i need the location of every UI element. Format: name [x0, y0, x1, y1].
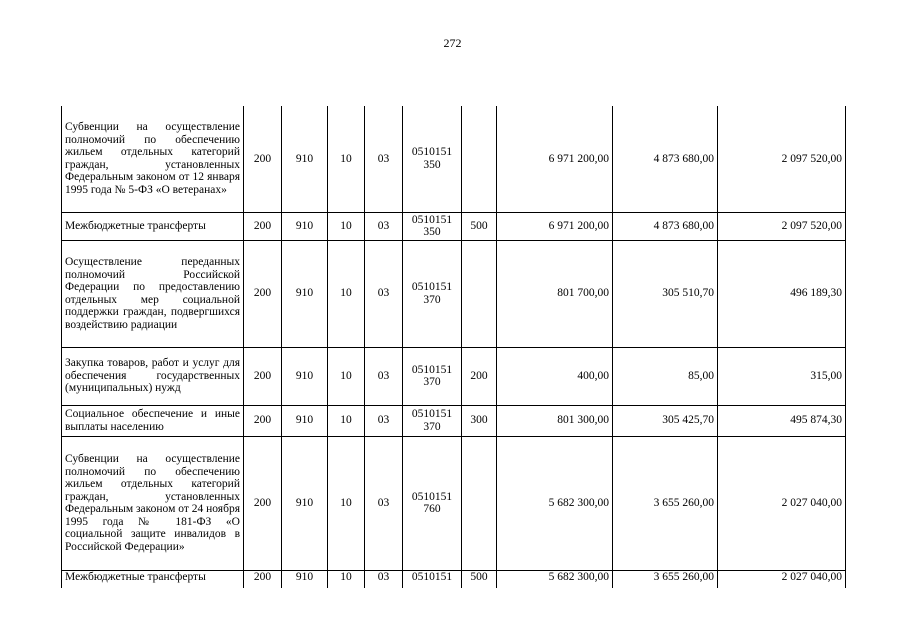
- row-col3: 10: [328, 240, 365, 347]
- row-code: 0510151 760: [403, 436, 462, 570]
- row-type: [462, 240, 497, 347]
- row-col1: 200: [244, 570, 282, 588]
- row-type: 500: [462, 212, 497, 240]
- row-col4: 03: [365, 106, 403, 212]
- budget-table: [61, 106, 846, 588]
- table-row: [62, 240, 846, 347]
- row-value-1: 801 700,00: [497, 240, 613, 347]
- table-row: [62, 347, 846, 405]
- page-number: 272: [443, 36, 462, 50]
- row-name: Закупка товаров, работ и услуг для обеспечения государственных (муниципальных) нужд: [62, 347, 244, 405]
- row-col2: 910: [282, 240, 328, 347]
- row-type: [462, 436, 497, 570]
- row-col1: 200: [244, 106, 282, 212]
- row-name: Межбюджетные трансферты: [62, 212, 244, 240]
- row-code: 0510151 370: [403, 405, 462, 436]
- row-name: Межбюджетные трансферты: [62, 570, 244, 588]
- row-value-2: 305 425,70: [613, 405, 718, 436]
- row-name: Социальное обеспечение и иные выплаты населению: [62, 405, 244, 436]
- row-value-3: 2 027 040,00: [718, 570, 846, 588]
- row-col4: 03: [365, 405, 403, 436]
- row-code: 0510151: [403, 570, 462, 588]
- row-col2: 910: [282, 405, 328, 436]
- table-row: [62, 405, 846, 436]
- row-code: 0510151 370: [403, 240, 462, 347]
- row-col2: 910: [282, 570, 328, 588]
- row-type: 300: [462, 405, 497, 436]
- row-col3: 10: [328, 347, 365, 405]
- row-name: Субвенции на осуществление полномочий по обеспечению жильем отдельных категорий граждан, установленных Федеральным законом от 12 января 1995 года № 5-ФЗ «О ветеранах»: [62, 106, 244, 212]
- row-value-3: 315,00: [718, 347, 846, 405]
- row-value-2: 305 510,70: [613, 240, 718, 347]
- row-type: 500: [462, 570, 497, 588]
- row-value-2: 85,00: [613, 347, 718, 405]
- table-row: [62, 212, 846, 240]
- row-type: 200: [462, 347, 497, 405]
- row-value-1: 801 300,00: [497, 405, 613, 436]
- row-value-1: 5 682 300,00: [497, 570, 613, 588]
- row-code: 0510151 350: [403, 106, 462, 212]
- table-row: [62, 106, 846, 212]
- row-col1: 200: [244, 212, 282, 240]
- row-value-3: 2 097 520,00: [718, 212, 846, 240]
- row-col1: 200: [244, 240, 282, 347]
- row-value-3: 2 027 040,00: [718, 436, 846, 570]
- row-value-1: 400,00: [497, 347, 613, 405]
- row-col2: 910: [282, 347, 328, 405]
- row-col3: 10: [328, 212, 365, 240]
- row-col1: 200: [244, 347, 282, 405]
- row-value-3: 2 097 520,00: [718, 106, 846, 212]
- row-value-2: 3 655 260,00: [613, 570, 718, 588]
- row-col4: 03: [365, 570, 403, 588]
- row-value-1: 5 682 300,00: [497, 436, 613, 570]
- row-col2: 910: [282, 106, 328, 212]
- row-value-1: 6 971 200,00: [497, 212, 613, 240]
- row-name: Осуществление переданных полномочий Российской Федерации по предоставлению отдельных мер социальной поддержки граждан, подвергшихся воздействию радиации: [62, 240, 244, 347]
- row-col3: 10: [328, 106, 365, 212]
- row-col3: 10: [328, 570, 365, 588]
- row-value-3: 495 874,30: [718, 405, 846, 436]
- row-col1: 200: [244, 436, 282, 570]
- row-col3: 10: [328, 405, 365, 436]
- row-value-2: 4 873 680,00: [613, 106, 718, 212]
- row-value-1: 6 971 200,00: [497, 106, 613, 212]
- table-row: [62, 436, 846, 570]
- row-col4: 03: [365, 212, 403, 240]
- row-value-2: 3 655 260,00: [613, 436, 718, 570]
- row-code: 0510151 350: [403, 212, 462, 240]
- row-value-3: 496 189,30: [718, 240, 846, 347]
- row-type: [462, 106, 497, 212]
- table-row: [62, 570, 846, 588]
- row-col1: 200: [244, 405, 282, 436]
- row-col3: 10: [328, 436, 365, 570]
- row-col2: 910: [282, 212, 328, 240]
- row-col2: 910: [282, 436, 328, 570]
- row-value-2: 4 873 680,00: [613, 212, 718, 240]
- row-col4: 03: [365, 240, 403, 347]
- row-col4: 03: [365, 436, 403, 570]
- row-col4: 03: [365, 347, 403, 405]
- row-name: Субвенции на осуществление полномочий по обеспечению жильем отдельных категорий граждан, установленных Федеральным законом от 24 ноября 1995 года № 181-ФЗ «О социальной защите инвалидов в Российской Федерации»: [62, 436, 244, 570]
- row-code: 0510151 370: [403, 347, 462, 405]
